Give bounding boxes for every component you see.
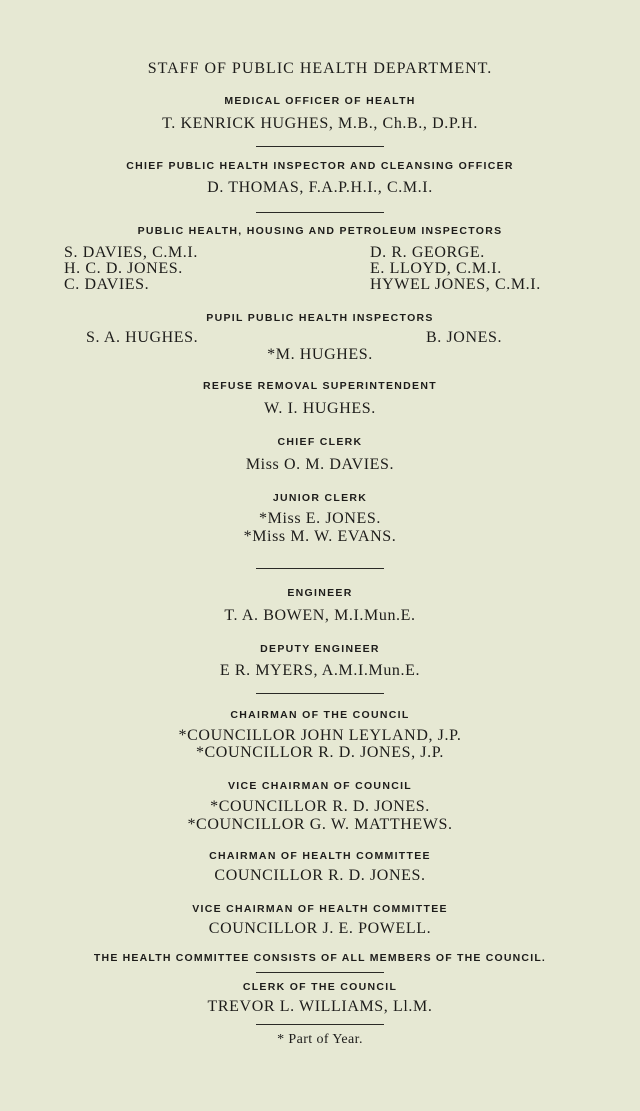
clerk-council-heading: CLERK OF THE COUNCIL <box>242 981 398 993</box>
divider <box>256 1024 384 1025</box>
divider <box>256 693 384 694</box>
chief-inspector-name: D. THOMAS, F.A.P.H.I., C.M.I. <box>207 179 433 196</box>
refuse-heading: REFUSE REMOVAL SUPERINTENDENT <box>203 380 437 392</box>
medical-officer-name: T. KENRICK HUGHES, M.B., Ch.B., D.P.H. <box>162 115 478 132</box>
pupil-inspectors-heading: PUPIL PUBLIC HEALTH INSPECTORS <box>206 312 434 324</box>
committee-note: THE HEALTH COMMITTEE CONSISTS OF ALL MEMBERS OF THE COUNCIL. <box>93 952 547 964</box>
inspector-name: E. LLOYD, C.M.I. <box>370 260 502 277</box>
vice-chairman-council-heading: VICE CHAIRMAN OF COUNCIL <box>227 780 413 792</box>
chief-inspector-heading: CHIEF PUBLIC HEALTH INSPECTOR AND CLEANSING OFFICER <box>126 160 514 172</box>
medical-officer-heading: MEDICAL OFFICER OF HEALTH <box>224 95 416 107</box>
footnote: * Part of Year. <box>277 1032 363 1047</box>
junior-clerk-heading: JUNIOR CLERK <box>272 492 368 504</box>
chief-clerk-heading: CHIEF CLERK <box>277 436 363 448</box>
chairman-council-name: *COUNCILLOR JOHN LEYLAND, J.P. <box>178 727 462 744</box>
inspectors-left-column <box>64 245 198 293</box>
divider <box>256 212 384 213</box>
deputy-engineer-name: E R. MYERS, A.M.I.Mun.E. <box>219 662 421 679</box>
vice-chairman-health-heading: VICE CHAIRMAN OF HEALTH COMMITTEE <box>192 903 448 915</box>
chairman-health-name: COUNCILLOR R. D. JONES. <box>214 867 426 884</box>
chairman-council-name: *COUNCILLOR R. D. JONES, J.P. <box>195 744 445 761</box>
junior-clerk-name: *Miss E. JONES. <box>259 510 381 527</box>
divider <box>256 568 384 569</box>
vice-chairman-council-name: *COUNCILLOR R. D. JONES. <box>210 798 430 815</box>
inspector-name: C. DAVIES. <box>64 276 150 293</box>
vice-chairman-council-name: *COUNCILLOR G. W. MATTHEWS. <box>187 816 453 833</box>
divider <box>256 146 384 147</box>
chairman-health-heading: CHAIRMAN OF HEALTH COMMITTEE <box>209 850 431 862</box>
inspectors-right-column <box>370 245 541 293</box>
vice-chairman-health-name: COUNCILLOR J. E. POWELL. <box>208 920 432 937</box>
pupil-inspector-left: S. A. HUGHES. <box>86 329 199 346</box>
chairman-council-heading: CHAIRMAN OF THE COUNCIL <box>230 709 410 721</box>
deputy-engineer-heading: DEPUTY ENGINEER <box>260 643 380 655</box>
divider <box>256 972 384 973</box>
inspector-name: HYWEL JONES, C.M.I. <box>370 276 541 293</box>
engineer-name: T. A. BOWEN, M.I.Mun.E. <box>224 607 416 624</box>
junior-clerk-name: *Miss M. W. EVANS. <box>243 528 397 545</box>
inspector-name: H. C. D. JONES. <box>64 260 183 277</box>
pupil-inspector-center: *M. HUGHES. <box>267 346 373 363</box>
engineer-heading: ENGINEER <box>287 587 353 599</box>
clerk-council-name: TREVOR L. WILLIAMS, Ll.M. <box>207 998 433 1015</box>
pupil-inspector-right: B. JONES. <box>426 329 503 346</box>
chief-clerk-name: Miss O. M. DAVIES. <box>245 456 395 473</box>
inspectors-heading: PUBLIC HEALTH, HOUSING AND PETROLEUM INSPECTORS <box>137 225 503 237</box>
inspector-name: D. R. GEORGE. <box>370 244 485 261</box>
refuse-name: W. I. HUGHES. <box>264 400 376 417</box>
page-title: STAFF OF PUBLIC HEALTH DEPARTMENT. <box>147 60 493 77</box>
inspector-name: S. DAVIES, C.M.I. <box>64 244 198 261</box>
